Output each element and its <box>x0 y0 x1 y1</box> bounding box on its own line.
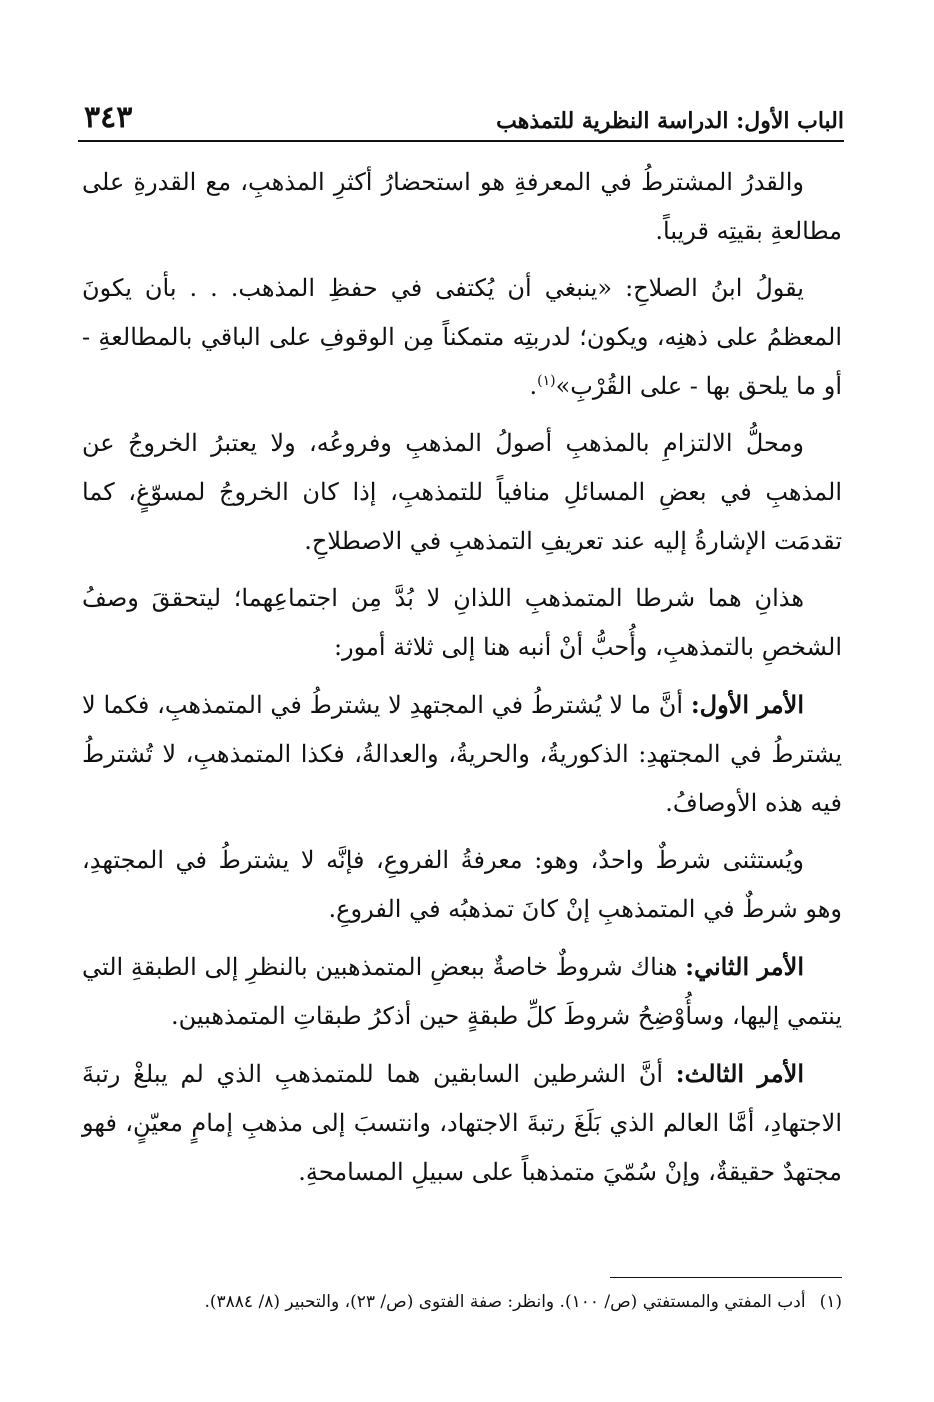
paragraph-text: أنَّ الشرطين السابقين هما للمتمذهبِ الذي لم يبلغْ رتبةَ الاجتهادِ، أمَّا العالم الذي بَلَغَ رتبةَ الاجتهاد، وانتسبَ إلى مذهبِ إمامٍ معيّنٍ، فهو مجتهدٌ حقيقةٌ، وإنْ سُمّيَ متمذهباً على سبيلِ المسامحةِ. <box>82 1060 842 1186</box>
paragraph-4 <box>82 574 842 672</box>
paragraph-text: يقولُ ابنُ الصلاحِ: «ينبغي أن يُكتفى في حفظِ المذهب. . . بأن يكونَ المعظمُ على ذهنِه، ويكون؛ لدربتِه متمكناً مِن الوقوفِ على الباقي بالمطالعةِ - أو ما يلحق بها - على القُرْبِ» <box>82 274 842 400</box>
footnote-number: (١) <box>819 1292 842 1312</box>
footnote-text: أدب المفتي والمستفتي (ص/ ١٠٠). وانظر: صفة الفتوى (ص/ ٢٣)، والتحبير (٨/ ٣٨٨٤). <box>204 1292 806 1312</box>
body-text <box>82 158 842 1205</box>
paragraph-3 <box>82 419 842 566</box>
paragraph-text: ومحلُّ الالتزامِ بالمذهبِ أصولُ المذهبِ وفروعُه، ولا يعتبرُ الخروجُ عن المذهبِ في بعضِ المسائلِ منافياً للتمذهبِ، إذا كان الخروجُ لمسوّغٍ، كما تقدمَت الإشارةُ إليه عند تعريفِ التمذهبِ في الاصطلاحِ. <box>82 429 842 555</box>
paragraph-lead: الأمر الأول: <box>690 690 804 719</box>
paragraph-text: هذانِ هما شرطا المتمذهبِ اللذانِ لا بُدَّ مِن اجتماعِهما؛ ليتحققَ وصفُ الشخصِ بالتمذهبِ، وأُحبُّ أنْ أنبه هنا إلى ثلاثة أمور: <box>82 584 842 661</box>
paragraph-text: والقدرُ المشترطُ في المعرفةِ هو استحضارُ أكثرِ المذهبِ، مع القدرةِ على مطالعةِ بقيتِه قريباً. <box>82 168 842 245</box>
paragraph-tail: . <box>529 372 538 400</box>
running-header <box>78 96 844 142</box>
paragraph-2 <box>82 264 842 411</box>
header-rule <box>78 140 844 142</box>
footnote <box>82 1288 842 1316</box>
paragraph-7 <box>82 942 842 1041</box>
paragraph-8 <box>82 1049 842 1197</box>
paragraph-6 <box>82 836 842 934</box>
paragraph-lead: الأمر الثالث: <box>675 1059 804 1088</box>
paragraph-1 <box>82 158 842 256</box>
paragraph-text: ويُستثنى شرطٌ واحدٌ، وهو: معرفةُ الفروعِ، فإنَّه لا يشترطُ في المجتهدِ، وهو شرطٌ في المتمذهبِ إنْ كانَ تمذهبُه في الفروعِ. <box>82 846 842 923</box>
paragraph-5 <box>82 680 842 828</box>
paragraph-text: أنَّ ما لا يُشترطُ في المجتهدِ لا يشترطُ في المتمذهبِ، فكما لا يشترطُ في المجتهدِ: الذكوريةُ، والحريةُ، والعدالةُ، فكذا المتمذهبِ، لا تُشترطُ فيه هذه الأوصافُ. <box>82 691 842 817</box>
footnote-reference: (١) <box>537 373 556 389</box>
paragraph-text: هناك شروطٌ خاصةٌ ببعضِ المتمذهبين بالنظرِ إلى الطبقةِ التي ينتمي إليها، وسأُوْضِحُ شروطَ كلِّ طبقةٍ حين أذكرُ طبقاتِ المتمذهبين. <box>82 953 842 1030</box>
footnote-rule <box>610 1277 842 1278</box>
paragraph-lead: الأمر الثاني: <box>685 952 805 981</box>
chapter-title: الباب الأول: الدراسة النظرية للتمذهب <box>496 108 844 134</box>
page-number: ٣٤٣ <box>84 100 133 135</box>
